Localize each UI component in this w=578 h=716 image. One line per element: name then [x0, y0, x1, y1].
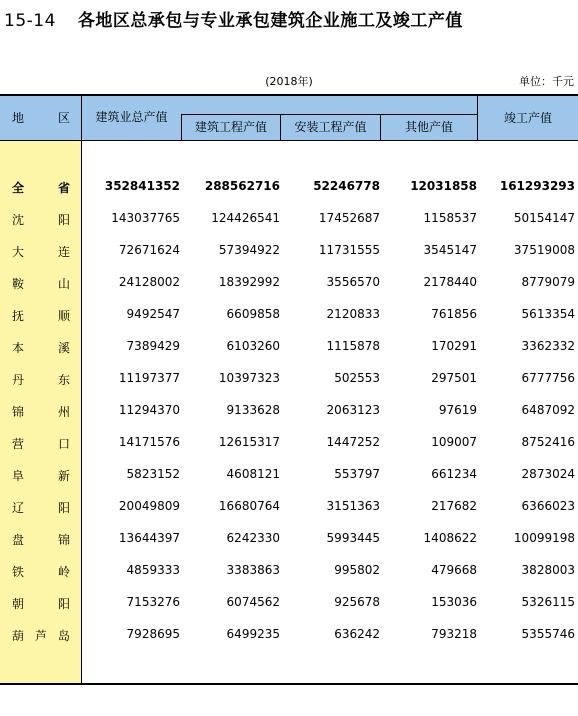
region-name: [12, 563, 70, 580]
cell-construction: 16680764: [218, 499, 280, 513]
table-row: [0, 339, 578, 357]
region-name: [12, 211, 70, 228]
cell-other: 2178440: [423, 275, 477, 289]
region-char: 全: [12, 181, 25, 195]
cell-completed: 5355746: [521, 627, 575, 641]
cell-installation: 995802: [334, 563, 380, 577]
table-row: [0, 275, 578, 293]
region-char: 芦: [34, 629, 47, 643]
region-char: 葫: [12, 629, 25, 643]
region-char: 省: [57, 181, 70, 195]
region-char: 顺: [57, 309, 70, 323]
region-name: [12, 307, 70, 324]
cell-installation: 2120833: [326, 307, 380, 321]
cell-other: 661234: [431, 467, 477, 481]
cell-total-output: 11197377: [118, 371, 180, 385]
cell-installation: 1115878: [326, 339, 380, 353]
cell-completed: 2873024: [521, 467, 575, 481]
region-char: 铁: [12, 565, 25, 579]
region-char: 阳: [57, 213, 70, 227]
cell-installation: 553797: [334, 467, 380, 481]
table-row: [0, 467, 578, 485]
cell-total-output: 24128002: [118, 275, 180, 289]
cell-other: 12031858: [410, 179, 477, 193]
cell-total-output: 9492547: [126, 307, 180, 321]
region-char: 鞍: [12, 277, 25, 291]
cell-installation: 3151363: [326, 499, 380, 513]
header-other: 其他产值: [404, 120, 453, 134]
region-name: [12, 467, 70, 484]
region-char: 辽: [12, 501, 25, 515]
cell-total-output: 5823152: [126, 467, 180, 481]
cell-other: 3545147: [423, 243, 477, 257]
cell-completed: 5326115: [521, 595, 575, 609]
cell-construction: 4608121: [226, 467, 280, 481]
region-name: [12, 243, 70, 260]
cell-installation: 52246778: [313, 179, 380, 193]
header-region-char: 地: [12, 111, 25, 125]
cell-total-output: 7389429: [126, 339, 180, 353]
cell-installation: 5993445: [326, 531, 380, 545]
region-name: [12, 435, 70, 452]
region-name: [12, 403, 70, 420]
header-region-char: 区: [57, 111, 70, 125]
cell-construction: 6499235: [226, 627, 280, 641]
table-row: [0, 403, 578, 421]
region-char: 沈: [12, 213, 25, 227]
cell-completed: 6366023: [521, 499, 575, 513]
cell-completed: 8752416: [521, 435, 575, 449]
cell-total-output: 143037765: [111, 211, 180, 225]
region-char: 本: [12, 341, 25, 355]
cell-total-output: 352841352: [104, 179, 180, 193]
cell-construction: 6242330: [226, 531, 280, 545]
table-row: [0, 627, 578, 645]
region-char: 东: [57, 373, 70, 387]
region-char: 阳: [57, 501, 70, 515]
cell-other: 793218: [431, 627, 477, 641]
cell-total-output: 20049809: [118, 499, 180, 513]
cell-installation: 502553: [334, 371, 380, 385]
region-char: 岛: [57, 629, 70, 643]
cell-other: 479668: [431, 563, 477, 577]
region-name: [12, 339, 70, 356]
region-char: 山: [57, 277, 70, 291]
cell-completed: 161293293: [499, 179, 575, 193]
cell-other: 1158537: [423, 211, 477, 225]
cell-total-output: 11294370: [118, 403, 180, 417]
region-char: 朝: [12, 597, 25, 611]
header-installation: 安装工程产值: [294, 120, 367, 134]
header-subgroup-line: [181, 114, 477, 115]
region-name: [12, 627, 70, 644]
region-name: [12, 371, 70, 388]
cell-other: 109007: [431, 435, 477, 449]
cell-total-output: 4859333: [126, 563, 180, 577]
cell-construction: 6074562: [226, 595, 280, 609]
cell-completed: 3362332: [521, 339, 575, 353]
cell-construction: 10397323: [218, 371, 280, 385]
cell-other: 297501: [431, 371, 477, 385]
cell-completed: 10099198: [513, 531, 575, 545]
cell-construction: 124426541: [211, 211, 280, 225]
region-char: 锦: [57, 533, 70, 547]
region-char: 抚: [12, 309, 25, 323]
cell-total-output: 72671624: [118, 243, 180, 257]
cell-other: 153036: [431, 595, 477, 609]
cell-total-output: 7928695: [126, 627, 180, 641]
cell-completed: 6777756: [521, 371, 575, 385]
region-char: 营: [12, 437, 25, 451]
table-row: [0, 563, 578, 581]
region-char: 口: [57, 437, 70, 451]
year-label: (2018年): [265, 75, 313, 88]
region-char: 岭: [57, 565, 70, 579]
header-region: [12, 111, 70, 125]
cell-construction: 288562716: [204, 179, 280, 193]
cell-installation: 2063123: [326, 403, 380, 417]
cell-other: 170291: [431, 339, 477, 353]
region-name: [12, 499, 70, 516]
cell-other: 761856: [431, 307, 477, 321]
region-char: 新: [57, 469, 70, 483]
cell-completed: 3828003: [521, 563, 575, 577]
header-total-output: 建筑业总产值: [95, 110, 168, 124]
cell-installation: 3556570: [326, 275, 380, 289]
cell-completed: 5613354: [521, 307, 575, 321]
cell-completed: 8779079: [521, 275, 575, 289]
cell-installation: 1447252: [326, 435, 380, 449]
table-row: [0, 371, 578, 389]
table-row: [0, 307, 578, 325]
table-row: [0, 435, 578, 453]
cell-other: 217682: [431, 499, 477, 513]
table-row: [0, 499, 578, 517]
region-name: [12, 179, 70, 196]
region-char: 阳: [57, 597, 70, 611]
cell-completed: 50154147: [513, 211, 575, 225]
cell-construction: 18392992: [218, 275, 280, 289]
header-bottom-line: [0, 140, 578, 141]
cell-construction: 9133628: [226, 403, 280, 417]
region-char: 连: [57, 245, 70, 259]
cell-installation: 925678: [334, 595, 380, 609]
cell-installation: 636242: [334, 627, 380, 641]
region-char: 锦: [12, 405, 25, 419]
cell-completed: 6487092: [521, 403, 575, 417]
region-char: 州: [57, 405, 70, 419]
table-title: 各地区总承包与专业承包建筑企业施工及竣工产值: [77, 11, 463, 31]
cell-installation: 11731555: [318, 243, 380, 257]
table-number: 15-14: [4, 11, 56, 31]
table-top-rule: [0, 94, 578, 96]
cell-completed: 37519008: [513, 243, 575, 257]
table-row: [0, 595, 578, 613]
cell-construction: 12615317: [218, 435, 280, 449]
table-row: [0, 211, 578, 229]
cell-construction: 6609858: [226, 307, 280, 321]
region-name: [12, 595, 70, 612]
cell-total-output: 13644397: [118, 531, 180, 545]
table-row: [0, 179, 578, 197]
table-row: [0, 243, 578, 261]
region-name: [12, 531, 70, 548]
cell-other: 1408622: [423, 531, 477, 545]
page-title: [4, 6, 463, 32]
cell-construction: 57394922: [218, 243, 280, 257]
header-completed: 竣工产值: [503, 111, 552, 125]
table-bottom-rule: [0, 683, 578, 685]
cell-installation: 17452687: [318, 211, 380, 225]
header-construction: 建筑工程产值: [194, 120, 267, 134]
cell-total-output: 14171576: [118, 435, 180, 449]
cell-construction: 6103260: [226, 339, 280, 353]
region-char: 阜: [12, 469, 25, 483]
unit-label: 单位：千元: [519, 75, 574, 88]
cell-construction: 3383863: [226, 563, 280, 577]
region-char: 大: [12, 245, 25, 259]
cell-other: 97619: [438, 403, 477, 417]
region-char: 盘: [12, 533, 25, 547]
region-char: 溪: [57, 341, 70, 355]
region-name: [12, 275, 70, 292]
cell-total-output: 7153276: [126, 595, 180, 609]
table-row: [0, 531, 578, 549]
region-char: 丹: [12, 373, 25, 387]
